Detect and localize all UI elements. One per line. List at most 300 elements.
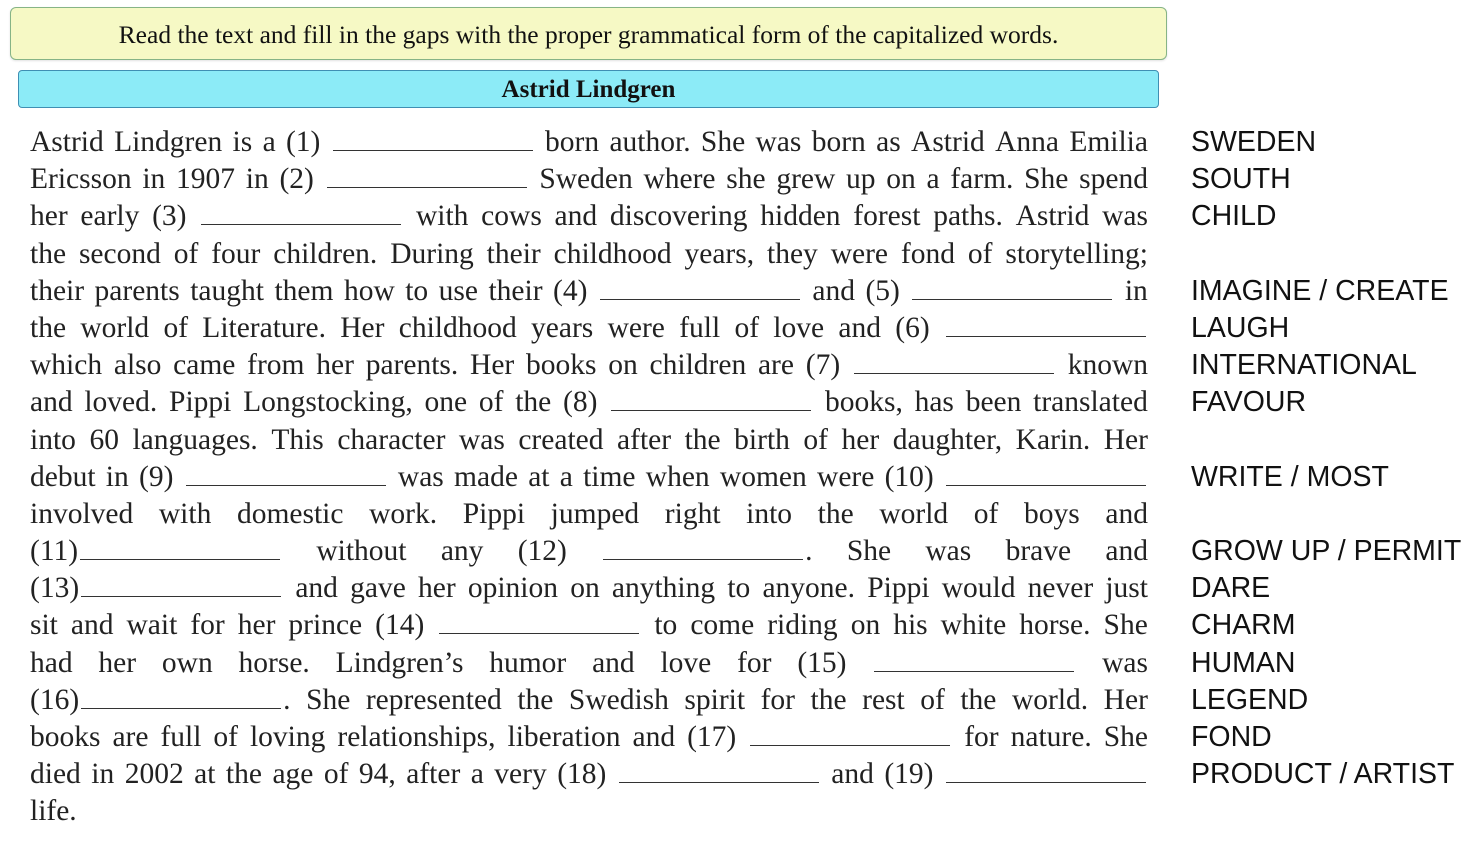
word: a [559,460,573,493]
passage-line [30,384,1148,421]
word: books [30,721,101,753]
word: right [664,497,721,530]
word: (11) [30,533,282,570]
passage-line [30,422,1148,459]
word: of [173,237,199,270]
word: at [194,758,216,791]
word [199,198,403,235]
passage-line [30,161,1148,198]
word: anyone. [762,572,856,605]
word [910,273,1114,310]
word: made [454,460,518,493]
capitalized-word: GROW UP / PERMIT [1191,535,1462,568]
word: 60 [89,423,119,456]
word: She [306,683,351,716]
word [852,347,1056,384]
page-title: Astrid Lindgren [501,76,676,103]
word: to [654,609,678,642]
word: and [1105,535,1148,568]
passage-line [30,347,1148,384]
passage-line [30,682,1148,719]
word: Lindgren [114,126,223,158]
answer-gap[interactable] [333,131,533,151]
capitalized-word [1191,793,1461,830]
word: the [30,237,67,270]
word: (5) [865,274,900,307]
answer-gap[interactable] [854,354,1054,374]
word: in [142,163,166,196]
word: farm. [950,163,1014,196]
word: and [295,572,338,605]
word: when [645,460,710,493]
word: storytelling; [1005,237,1148,270]
word: known [1067,349,1148,382]
word: Pippi [169,386,232,419]
word: Sweden [539,163,633,196]
word: and [838,311,881,344]
word: without [316,535,407,568]
word: had [30,646,73,679]
passage-line [30,236,1148,273]
capitalized-word: FAVOUR [1191,386,1307,419]
word: the [515,386,552,419]
word: . [601,533,812,570]
word: spend [1079,163,1148,196]
word: and [554,200,598,233]
word: parents [94,274,180,307]
word: languages. [132,423,258,456]
word: are [757,349,794,382]
word: 94, [358,758,396,791]
word: (15) [797,646,847,679]
answer-gap[interactable] [946,317,1146,337]
answer-gap[interactable] [439,614,639,634]
word: translated [1033,386,1148,419]
word: world [80,311,150,344]
word: rest [862,683,905,716]
word: horse. [1019,609,1091,642]
word: white [940,609,1007,642]
word: her [418,572,456,605]
word: of [734,311,760,344]
word: spirit [684,683,746,716]
answer-gap[interactable] [201,205,401,225]
word: of [163,311,189,344]
word: own [161,646,213,679]
passage-line [30,459,1148,496]
word: born [811,126,866,158]
word: were [607,311,665,344]
capitalized-word: CHILD [1191,200,1277,233]
word: were [830,237,889,270]
word: at [528,460,550,493]
word: of [213,721,238,753]
word: is [232,126,253,158]
word: books, [824,386,903,419]
word: and [1105,497,1148,530]
word: any [440,535,484,568]
word: Emilia [1069,126,1148,158]
word: Her [1103,683,1148,716]
word: (12) [517,535,567,568]
word: and [812,274,855,307]
word: of [803,423,828,456]
word: Pippi [867,572,930,605]
word [184,459,388,496]
word [609,384,813,421]
word: on [886,163,916,196]
word: their [30,274,85,307]
word: 1907 [176,163,236,196]
word: fond [900,237,955,270]
word: nature. [1010,721,1092,753]
word: children. [273,237,378,270]
answer-gap[interactable] [946,763,1146,783]
word: character [337,423,446,456]
word: to [405,274,429,307]
word: Pippi [462,497,526,530]
word: a [926,163,940,196]
passage-line [30,793,1148,830]
capitalized-word: WRITE / MOST [1191,460,1389,493]
word: she [726,163,766,196]
word: into [30,423,76,456]
passage-line [30,273,1148,310]
word: has [914,386,954,419]
word: love [773,311,825,344]
word: childhood [398,311,517,344]
word: second [78,237,161,270]
word: work. [369,497,438,530]
word: for [964,721,999,753]
word: (10) [884,460,934,493]
word-column [1191,124,1461,831]
word: full [160,721,202,753]
word: Literature. [202,311,326,344]
word: grew [776,163,836,196]
word: loving [249,721,326,753]
word: During [390,237,474,270]
word: his [893,609,928,642]
word: She [846,535,892,568]
word: was [1102,200,1148,233]
word: paths. [933,200,1003,233]
capitalized-word: CHARM [1191,609,1296,642]
word: (18) [557,758,607,791]
word: and [30,386,73,419]
word: and [831,758,874,791]
answer-gap[interactable] [946,466,1146,486]
passage-line [30,607,1148,644]
word: childhood [553,237,672,270]
word: was [755,126,802,158]
word: was [458,423,505,456]
word: (8) [563,386,598,419]
word: taught [190,274,264,307]
word: her [841,423,880,456]
word: world [879,497,949,530]
word: (2) [279,163,314,196]
word: in [91,758,115,791]
word: daughter, [892,423,1003,456]
word: born [545,126,600,158]
answer-gap[interactable] [186,466,386,486]
capitalized-word: HUMAN [1191,646,1296,679]
word: early [80,200,140,233]
word: Astrid [1015,200,1090,233]
word: for [737,646,772,679]
word: (16) . [30,683,291,716]
word: cows [481,200,542,233]
word: involved [30,497,134,530]
answer-gap[interactable] [603,540,803,560]
passage-line [30,533,1148,570]
word: humor [489,646,567,679]
word: Her [340,311,385,344]
word: (3) [152,200,187,233]
word: four [211,237,261,270]
word: gave [350,572,406,605]
word: prince [288,609,363,642]
word: for [190,609,225,642]
word: never [1027,572,1094,605]
word: their [488,274,543,307]
word: also [113,349,162,382]
passage-line [30,570,1148,607]
word: died [30,758,81,791]
answer-gap[interactable] [619,763,819,783]
word: Swedish [568,683,669,716]
word: parents. [365,349,459,382]
word [944,756,1148,793]
word: time [583,460,636,493]
word: how [343,274,395,307]
word: was [925,535,972,568]
word: life. [30,795,77,828]
word: This [271,423,324,456]
word: Lindgren’s [335,646,464,679]
word: Karin. [1015,423,1091,456]
word: full [679,311,721,344]
capitalized-word: LEGEND [1191,683,1309,716]
instruction-text: Read the text and fill in the gaps with the proper grammatical form of the capitalized words. [118,20,1059,49]
capitalized-word: SWEDEN [1191,126,1317,158]
word: love [660,646,712,679]
word: are [112,721,149,753]
word: in [105,460,129,493]
word [325,161,529,198]
word: were [817,460,875,493]
word: them [274,274,334,307]
word: was [397,460,444,493]
answer-gap[interactable] [874,652,1074,672]
word: represented [365,683,502,716]
word: of [478,386,504,419]
word: books [526,349,597,382]
passage-line [30,310,1148,347]
word: the [517,683,554,716]
word: a [470,758,484,791]
passage-line [30,719,1148,756]
instruction-box [10,7,1167,60]
word: where [643,163,716,196]
word: the [960,683,997,716]
capitalized-word [1191,236,1461,273]
word: years [531,311,594,344]
word: forest [853,200,921,233]
capitalized-word: INTERNATIONAL [1191,349,1417,382]
word: She [1103,609,1148,642]
word: sit [30,609,58,642]
word: wait [126,609,178,642]
word: age [272,758,314,791]
word [872,645,1076,682]
capitalized-word: PRODUCT / ARTIST [1191,758,1455,791]
word: up [846,163,876,196]
word: brave [1005,535,1072,568]
word: author. [609,126,691,158]
answer-gap[interactable] [600,280,800,300]
word [748,719,952,756]
word: (6) [895,311,930,344]
word: came [173,349,236,382]
word: just [1105,572,1148,605]
word: into [746,497,793,530]
word: a [262,126,276,158]
capitalized-word: FOND [1191,721,1272,753]
word: boys [1024,497,1080,530]
word [598,273,802,310]
word: opinion [467,572,559,605]
passage [30,124,1148,831]
word [944,310,1148,347]
word: the [30,311,67,344]
word: the [225,758,262,791]
word: birth [734,423,790,456]
word: come [690,609,755,642]
word: Astrid [30,126,104,158]
word: domestic [236,497,344,530]
word: Astrid [911,126,985,158]
word: (4) [553,274,588,307]
word: relationships, [337,721,496,753]
word: their [486,237,541,270]
word: as [876,126,901,158]
word: after [617,423,672,456]
answer-gap[interactable] [327,168,527,188]
word: of [323,758,349,791]
passage-line [30,496,1148,533]
word: Her [1103,423,1148,456]
word: (17) [687,721,737,753]
word: discovering [609,200,748,233]
word: Anna [995,126,1059,158]
word [617,756,821,793]
word: (19) [884,758,934,791]
passage-line [30,756,1148,793]
word: the [684,423,721,456]
word: created [518,423,604,456]
word: Ericsson [30,163,132,196]
word: her [316,349,354,382]
capitalized-word: SOUTH [1191,163,1291,196]
title-bar [18,70,1159,108]
word: in [1124,274,1148,307]
answer-gap[interactable] [750,726,950,746]
word: of [920,683,945,716]
word: of [973,497,999,530]
answer-gap[interactable] [81,577,281,597]
word: the [817,497,854,530]
word: on [850,609,881,642]
capitalized-word [1191,496,1461,533]
answer-gap[interactable] [912,280,1112,300]
word: very [494,758,547,791]
capitalized-word: LAUGH [1191,311,1290,344]
word: debut [30,460,96,493]
capitalized-word: IMAGINE / CREATE [1191,274,1449,307]
word [437,607,641,644]
word: liberation [507,721,621,753]
word: and [632,721,676,753]
word: her [30,200,68,233]
word: and [70,609,114,642]
capitalized-word: DARE [1191,572,1271,605]
word: on [570,572,600,605]
word: She [1103,721,1148,753]
word: for [760,683,796,716]
word: Longstocking, [243,386,413,419]
word: one [424,386,468,419]
word: on [608,349,638,382]
answer-gap[interactable] [81,689,281,709]
word: (9) [139,460,174,493]
word: with [158,497,212,530]
word [331,124,535,161]
word: would [941,572,1016,605]
word [944,459,1148,496]
word: in [245,163,269,196]
word: was [1102,646,1148,679]
word: children [649,349,747,382]
word: horse. [238,646,310,679]
capitalized-word [1191,422,1461,459]
word: (7) [805,349,841,382]
word: She [1024,163,1069,196]
word: loved. [84,386,158,419]
word: (13) [30,570,283,607]
word: Her [470,349,515,382]
answer-gap[interactable] [80,540,280,560]
word: with [415,200,469,233]
word: hidden [760,200,841,233]
word: use [438,274,478,307]
word: years, [684,237,755,270]
word: after [406,758,461,791]
word: which [30,349,103,382]
word: 2002 [124,758,184,791]
word: her [98,646,137,679]
word: jumped [550,497,640,530]
word: (1) [285,126,321,158]
word: the [810,683,847,716]
word: they [767,237,818,270]
answer-gap[interactable] [611,391,811,411]
word: women [719,460,807,493]
word: her [237,609,276,642]
word: riding [767,609,838,642]
word: (14) [375,609,425,642]
